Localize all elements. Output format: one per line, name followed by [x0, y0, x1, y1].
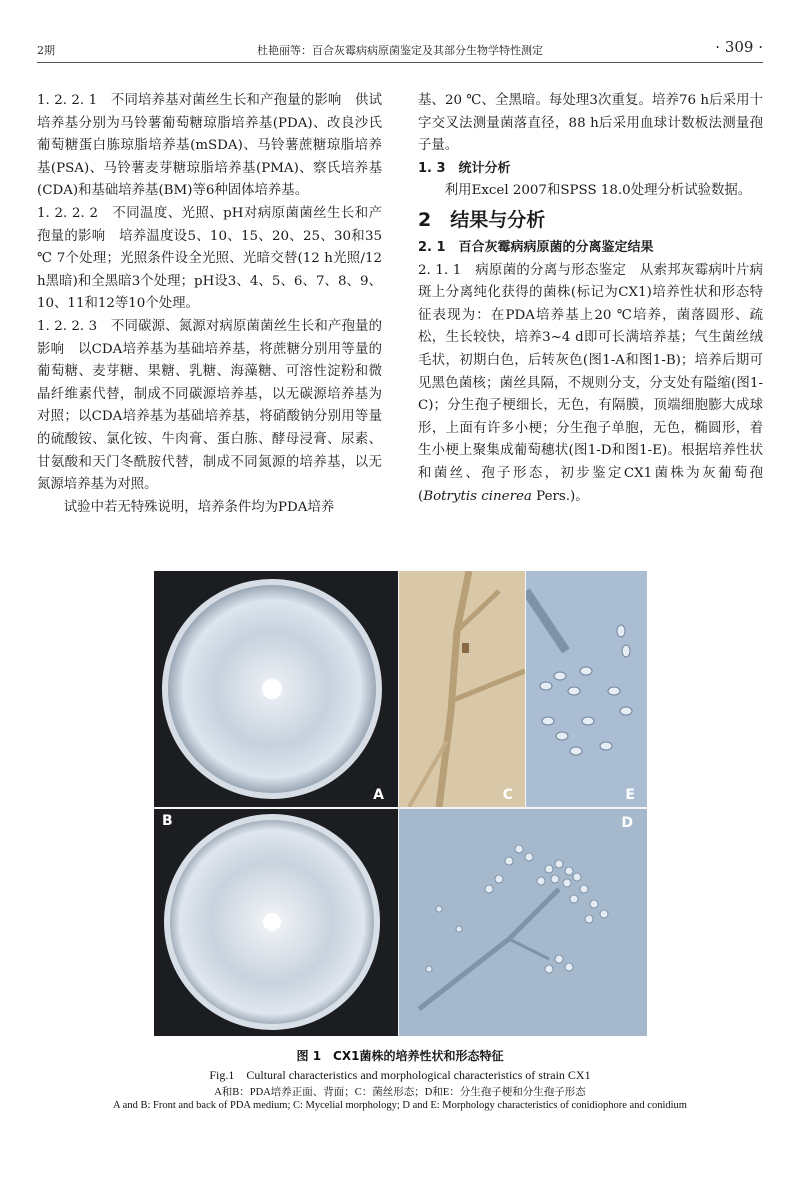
section-body: 供试培养基分别为马铃薯葡萄糖琼脂培养基(PDA)、改良沙氏葡萄糖蛋白胨琼脂培养基(mSDA)、马铃薯蔗糖琼脂培养基(PSA)、马铃薯麦芽糖琼脂培养基(PMA)、察氏培养基(CDA)和基础培养基(BM)等6种固体培养基。: [37, 93, 383, 199]
section-2-1-heading: 2. 1 百合灰霉病病原菌的分离鉴定结果: [418, 239, 654, 255]
paragraph-1-2-2-2: [37, 203, 382, 316]
section-body-end: Pers.)。: [531, 488, 589, 504]
running-header: [37, 38, 763, 60]
panel-c-mycelium: [399, 571, 525, 807]
section-1-3-heading: 1. 3 统计分析: [418, 160, 511, 176]
continuation-paragraph: 基、20 ℃、全黑暗。每处理3次重复。培养76 h后采用十字交叉法测量菌落直径，88 h后采用血球计数板法测量孢子量。: [418, 93, 763, 154]
figure-legend-cn: A和B：PDA培养正面、背面；C：菌丝形态；D和E：分生孢子梗和分生孢子形态: [214, 1087, 586, 1098]
section-body: 从索邦灰霉病叶片病斑上分离纯化获得的菌株(标记为CX1)培养性状和形态特征表现为：在PDA培养基上20 ℃培养，菌落圆形、疏松，生长较快，培养3~4 d即可长满培养基；气生菌丝绒毛状，初期白色，后转灰色(图1-A和图1-B)；培养后期可见黑色菌核；菌丝具隔，不规则分支，分支处有隘缩(图1-C)；分生孢子梗细长，无色，有隔膜，顶端细胞膨大成球形，上面有许多小梗；分生孢子单胞，无色，椭圆形，着生小梗上聚集成葡萄穗状(图1-D和图1-E)。根据培养性状和菌丝、孢子形态，初步鉴定CX1菌株为灰葡萄孢(: [418, 262, 763, 504]
issue-number: 2期: [37, 44, 55, 57]
panel-label-c: C: [502, 787, 513, 803]
figure-1: [154, 571, 647, 1036]
section-2-heading: 2 结果与分析: [418, 208, 546, 231]
left-column: [37, 90, 382, 519]
section-body: 以CDA培养基为基础培养基，将蔗糖分别用等量的葡萄糖、麦芽糖、果糖、乳糖、海藻糖、可溶性淀粉和微晶纤维素代替，制成不同碳源培养基，以无碳源培养基为对照；以CDA培养基为基础培养基，将硝酸钠分别用等量的硫酸铵、氯化铵、牛肉膏、蛋白胨、酵母浸膏、尿素、甘氨酸和天门冬酰胺代替，制成不同氮源的培养基，以无氮源培养基为对照。: [37, 341, 383, 493]
figure-caption-en: Fig.1 Cultural characteristics and morphological characteristics of strain CX1: [209, 1068, 591, 1082]
paragraph-1-2-2-3: [37, 316, 382, 497]
panel-label-e: E: [625, 787, 635, 803]
closing-paragraph: 试验中若无特殊说明，培养条件均为PDA培养: [63, 499, 335, 515]
section-body: 培养温度设5、10、15、20、25、30和35 ℃ 7个处理；光照条件设全光照、光暗交替(12 h光照/12 h黑暗)和全黑暗3个处理；pH设3、4、5、6、7、8、9、10、11和12等10个处理。: [37, 228, 382, 312]
header-rule: [37, 62, 763, 63]
panel-label-b: B: [162, 813, 173, 829]
figure-legend-en: A and B: Front and back of PDA medium; C: Mycelial morphology; D and E: Morphology characteristics of conidiophore and conidium: [113, 1100, 687, 1111]
panel-label-a: A: [373, 787, 384, 803]
panel-label-d: D: [621, 815, 633, 831]
paragraph-2-1-1: [418, 260, 763, 509]
section-heading: 1. 2. 2. 3 不同碳源、氮源对病原菌菌丝生长和产孢量的影响: [37, 318, 382, 357]
panel-e-conidia: [526, 571, 647, 807]
paragraph-1-2-2-1: [37, 90, 382, 203]
section-1-3-body: 利用Excel 2007和SPSS 18.0处理分析试验数据。: [444, 183, 752, 199]
species-name: Botrytis cinerea: [423, 488, 532, 504]
panel-d-conidiophore: [399, 809, 647, 1036]
right-column: [418, 90, 763, 508]
running-title: 杜艳丽等：百合灰霉病病原菌鉴定及其部分生物学特性测定: [257, 44, 543, 57]
section-heading: 2. 1. 1 病原菌的分离与形态鉴定: [418, 262, 627, 278]
panel-a-plate-front: [154, 571, 398, 807]
section-heading: 1. 2. 2. 2 不同温度、光照、pH对病原菌菌丝生长和产孢量的影响: [37, 205, 382, 244]
panel-b-plate-back: [154, 809, 398, 1036]
page-number: · 309 ·: [715, 38, 763, 56]
figure-caption-cn: 图 1 CX1菌株的培养性状和形态特征: [296, 1049, 504, 1063]
section-heading: 1. 2. 2. 1 不同培养基对菌丝生长和产孢量的影响: [37, 93, 342, 108]
